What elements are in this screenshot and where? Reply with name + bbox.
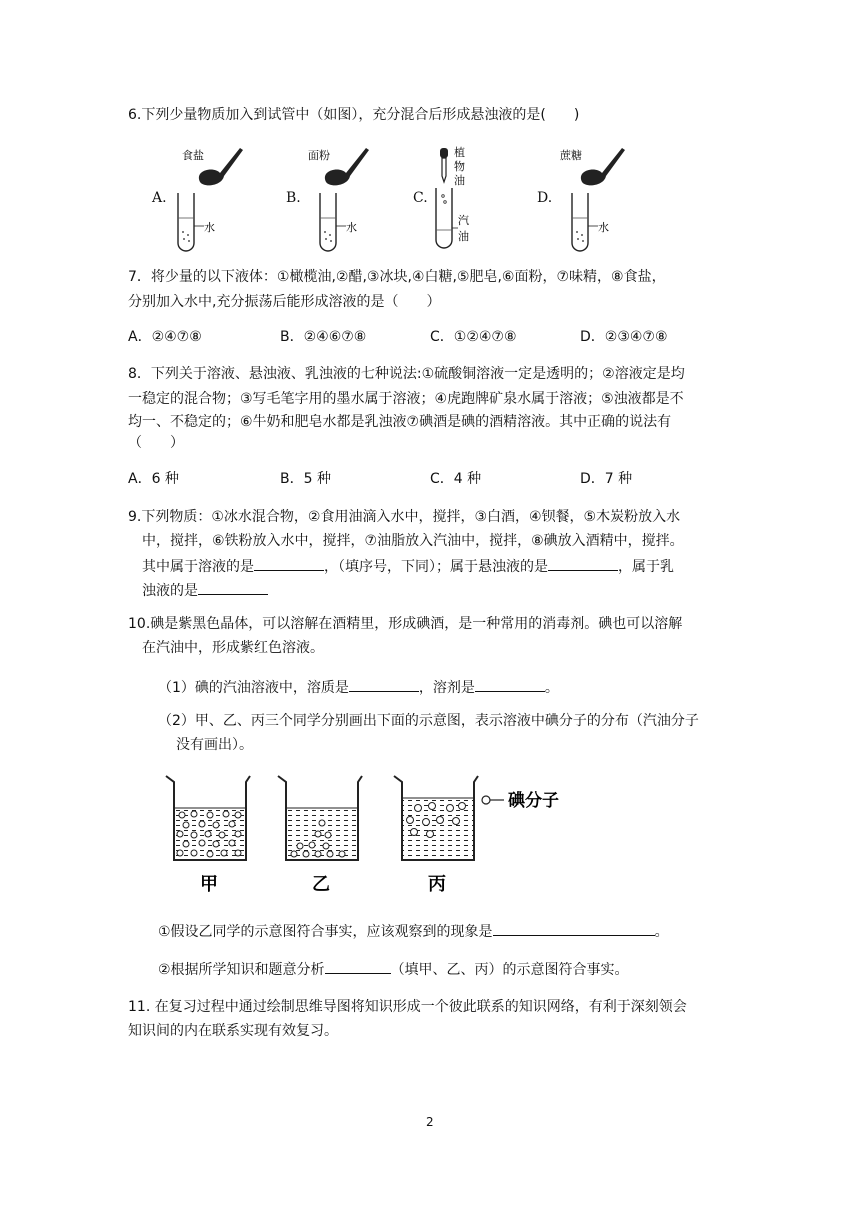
q8-line2: 一稳定的混合物；③写毛笔字用的墨水属于溶液；④虎跑牌矿泉水属于溶液；⑤浊液都是不	[128, 391, 684, 407]
test-tube-with-dropper-icon	[428, 140, 508, 255]
q10-sub2-line2: 没有画出）。	[176, 737, 253, 753]
beaker-diagram	[160, 768, 600, 898]
page-number: 2	[426, 1115, 434, 1129]
q6-c-substance-1: 植	[454, 146, 465, 159]
q6-b-liquid: 水	[346, 221, 357, 234]
q10-sub2-b	[158, 958, 629, 980]
test-tube-with-spoon-icon	[300, 140, 410, 255]
q8-option-a: A．6 种	[128, 471, 179, 487]
q9-line3-part1: 其中属于溶液的是	[142, 559, 254, 575]
q6-c-substance-2: 物	[454, 160, 465, 173]
beaker-label-jia: 甲	[200, 874, 218, 895]
q10-sub2-b-text2: （填甲、乙、丙）的示意图符合事实。	[390, 962, 629, 978]
beaker-label-bing: 丙	[428, 874, 446, 895]
q9-line3	[142, 555, 674, 577]
q11-line2: 知识间的内在联系实现有效复习。	[128, 1023, 338, 1039]
q6-d-liquid: 水	[598, 221, 609, 234]
test-tube-with-spoon-icon	[550, 140, 670, 255]
q10-sub1	[158, 676, 559, 698]
q8-option-c: C．4 种	[430, 471, 482, 487]
q8-line3: 均一、不稳定的；⑥牛奶和肥皂水都是乳浊液⑦碘酒是碘的酒精溶液。其中正确的说法有	[128, 414, 672, 430]
q10-sub1-part3: 。	[544, 680, 559, 696]
answer-blank[interactable]	[493, 920, 655, 936]
answer-blank[interactable]	[254, 555, 324, 571]
q11-line1: 11. 在复习过程中通过绘制思维导图将知识形成一个彼此联系的知识网络，有利于深刻领会	[128, 999, 687, 1015]
q10-line1: 10.碘是紫黑色晶体，可以溶解在酒精里，形成碘酒，是一种常用的消毒剂。碘也可以溶解	[128, 616, 683, 632]
q6-d-substance: 蔗糖	[560, 149, 582, 162]
beaker-jia	[166, 776, 250, 860]
answer-blank[interactable]	[475, 676, 545, 692]
q6-option-b-letter: B.	[286, 190, 301, 206]
q10-sub2-a	[158, 920, 669, 942]
q6-b-substance: 面粉	[308, 149, 330, 162]
q6-figure	[140, 140, 660, 255]
q10-sub1-part1: （1）碘的汽油溶液中，溶质是	[158, 680, 349, 696]
q6-option-d-letter: D.	[537, 190, 553, 206]
q10-sub2-a-text: ①假设乙同学的示意图符合事实，应该观察到的现象是	[158, 924, 493, 940]
q7-line1: 7．将少量的以下液体：①橄榄油,②醋,③冰块,④白糖,⑤肥皂,⑥面粉，⑦味精，⑧食盐，	[128, 269, 666, 285]
q7-option-d: D．②③④⑦⑧	[580, 329, 668, 345]
q6-c-substance-3: 油	[454, 174, 465, 187]
q10-sub2-line1: （2）甲、乙、丙三个同学分别画出下面的示意图，表示溶液中碘分子的分布（汽油分子	[158, 713, 699, 729]
q9-line2: 中，搅拌，⑥铁粉放入水中，搅拌，⑦油脂放入汽油中，搅拌，⑧碘放入酒精中，搅拌。	[142, 533, 684, 549]
q10-sub1-part2: ，溶剂是	[418, 680, 475, 696]
q9-line3-part3: ，属于乳	[618, 559, 674, 575]
q7-line2: 分别加入水中,充分振荡后能形成溶液的是（ ）	[128, 294, 441, 310]
answer-blank[interactable]	[325, 958, 391, 974]
q7-option-a: A．②④⑦⑧	[128, 329, 202, 345]
q8-option-d: D．7 种	[580, 471, 633, 487]
q9-line4	[142, 579, 268, 601]
q8-line1: 8．下列关于溶液、悬浊液、乳浊液的七种说法:①硫酸铜溶液一定是透明的；②溶液定是均	[128, 366, 685, 382]
beaker-yi	[278, 776, 362, 860]
q6-c-liquid-1: 汽	[458, 214, 469, 227]
legend-iodine-molecule	[482, 790, 559, 811]
q9-line3-part2: ，（填序号，下同）；属于悬浊液的是	[324, 559, 548, 575]
q7-option-c: C．①②④⑦⑧	[430, 329, 517, 345]
q9-line1: 9.下列物质：①冰水混合物，②食用油滴入水中，搅拌，③白酒，④钡餐，⑤木炭粉放入水	[128, 509, 681, 525]
beaker-label-yi: 乙	[312, 874, 330, 895]
q8-option-b: B．5 种	[280, 471, 331, 487]
q10-line2: 在汽油中，形成紫红色溶液。	[142, 640, 324, 656]
q6-a-liquid: 水	[204, 221, 215, 234]
answer-blank[interactable]	[349, 676, 419, 692]
q6-stem: 6.下列少量物质加入到试管中（如图），充分混合后形成悬浊液的是( )	[128, 107, 580, 123]
legend-label: 碘分子	[508, 791, 559, 811]
test-tube-with-spoon-icon	[170, 140, 280, 255]
q6-c-liquid-2: 油	[458, 230, 469, 243]
beaker-bing	[394, 776, 478, 860]
q7-option-b: B．②④⑥⑦⑧	[280, 329, 367, 345]
q6-a-substance: 食盐	[182, 149, 204, 162]
q6-option-c-letter: C.	[413, 190, 428, 206]
q6-option-a-letter: A.	[152, 190, 167, 206]
q8-line4: （ ）	[128, 435, 184, 451]
answer-blank[interactable]	[548, 555, 618, 571]
q10-sub2-b-text1: ②根据所学知识和题意分析	[158, 962, 325, 978]
answer-blank[interactable]	[198, 579, 268, 595]
q9-line4-text: 浊液的是	[142, 583, 198, 599]
q10-sub2-a-end: 。	[654, 924, 669, 940]
